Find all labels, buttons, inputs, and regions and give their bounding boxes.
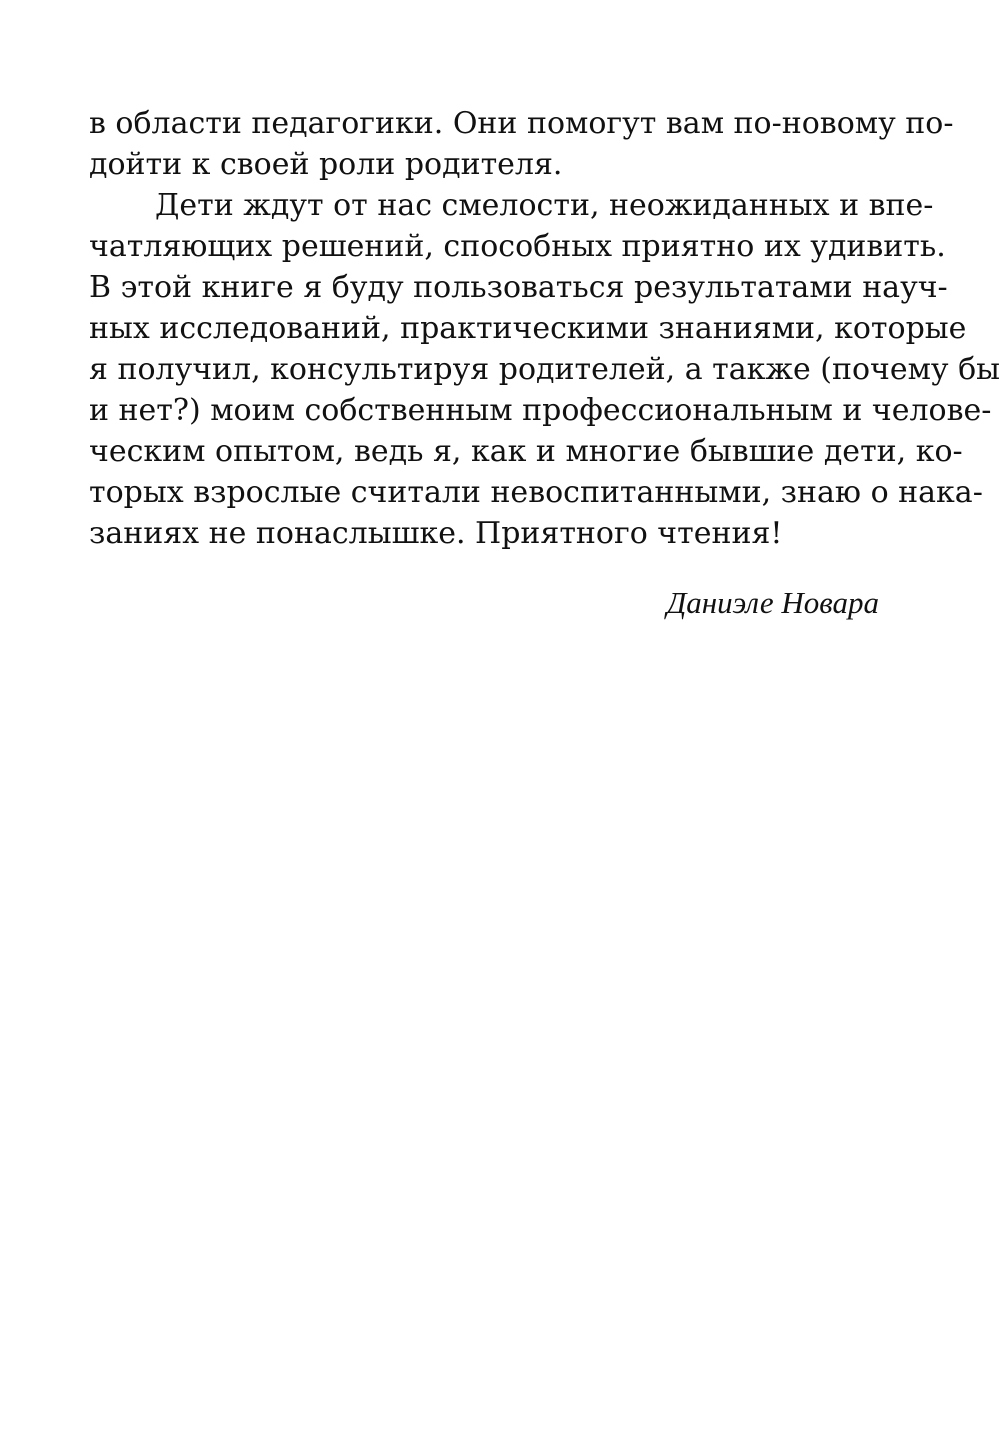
- body-text: [89, 103, 1000, 554]
- text-line: и нет?) моим собственным профессиональным и челове-: [89, 393, 992, 428]
- text-line: дойти к своей роли родителя.: [89, 147, 563, 182]
- text-line: ных исследований, практическими знаниями, которые: [89, 311, 967, 346]
- text-line: я получил, консультируя родителей, а также (почему бы: [89, 352, 1000, 387]
- text-line: заниях не понаслышке. Приятного чтения!: [89, 516, 783, 551]
- text-line: ческим опытом, ведь я, как и многие бывшие дети, ко-: [89, 434, 963, 469]
- author-signature: Даниэле Новара: [666, 585, 879, 620]
- paragraph: [89, 103, 954, 185]
- text-line: торых взрослые считали невоспитанными, знаю о нака-: [89, 475, 983, 510]
- paragraph: [89, 185, 1000, 554]
- text-line: чатляющих решений, способных приятно их удивить.: [89, 229, 946, 264]
- text-line: в области педагогики. Они помогут вам по-новому по-: [89, 106, 954, 141]
- text-line: Дети ждут от нас смелости, неожиданных и впе-: [155, 188, 934, 223]
- text-line: В этой книге я буду пользоваться результатами науч-: [89, 270, 948, 305]
